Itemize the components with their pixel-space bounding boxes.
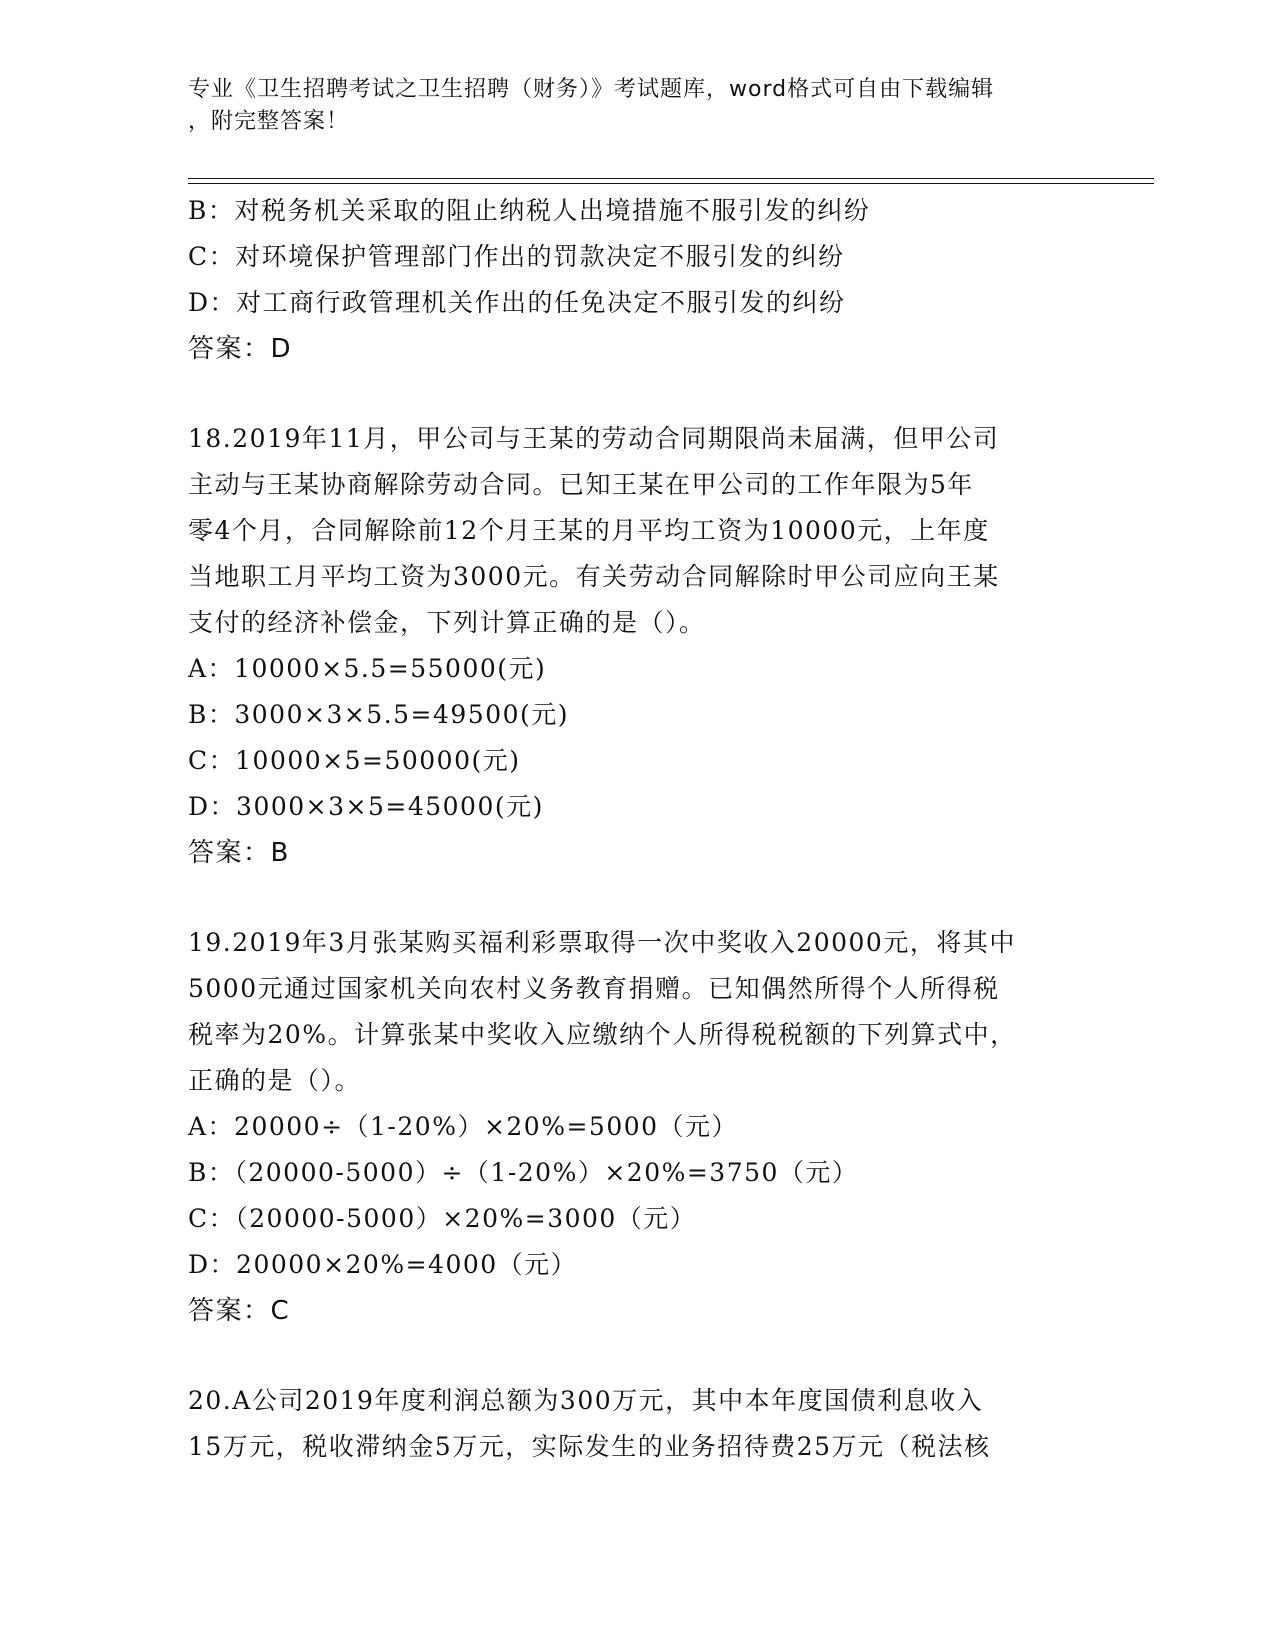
answer-label: 答案：D [188,334,293,364]
option-c: C：对环境保护管理部门作出的罚款决定不服引发的纠纷 [188,242,845,271]
question-content [188,188,1088,1470]
question-text-line: 20.A公司2019年度利润总额为300万元，其中本年度国债利息收入 [188,1386,984,1415]
document-header [188,74,1078,138]
option-b: B：对税务机关采取的阻止纳税人出境措施不服引发的纠纷 [188,196,871,225]
option-c: C：（20000-5000）×20%=3000（元） [188,1204,697,1233]
answer-label: 答案：C [188,1296,291,1326]
option-b: B：（20000-5000）÷（1-20%）×20%=3750（元） [188,1158,859,1187]
option-b: B：3000×3×5.5=49500(元) [188,700,570,729]
question-text-line: 支付的经济补偿金，下列计算正确的是（）。 [188,608,706,637]
option-c: C：10000×5=50000(元) [188,746,521,775]
question-text-line: 19.2019年3月张某购买福利彩票取得一次中奖收入20000元，将其中 [188,928,1016,957]
question-text-line: 主动与王某协商解除劳动合同。已知王某在甲公司的工作年限为5年 [188,470,974,499]
question-text-line: 5000元通过国家机关向农村义务教育捐赠。已知偶然所得个人所得税 [188,974,1000,1003]
option-d: D：3000×3×5=45000(元) [188,792,544,821]
option-a: A：10000×5.5=55000(元) [188,654,547,683]
question-19-block [188,920,1088,1334]
header-line-1: 专业《卫生招聘考试之卫生招聘（财务）》考试题库，word格式可自由下载编辑 [188,77,995,102]
header-line-2: ，附完整答案！ [188,109,350,134]
header-rule-top [188,178,1154,179]
question-text-line: 零4个月，合同解除前12个月王某的月平均工资为10000元，上年度 [188,516,990,545]
question-text-line: 15万元，税收滞纳金5万元，实际发生的业务招待费25万元（税法核 [188,1432,991,1461]
answer-label: 答案：B [188,838,290,868]
question-text-line: 税率为20%。计算张某中奖收入应缴纳个人所得税税额的下列算式中， [188,1020,1017,1049]
question-text-line: 当地职工月平均工资为3000元。有关劳动合同解除时甲公司应向王某 [188,562,1000,591]
question-18-block [188,416,1088,876]
header-rule-bottom [188,183,1154,184]
question-text-line: 正确的是（）。 [188,1066,362,1095]
question-20-block [188,1378,1088,1470]
option-d: D：20000×20%=4000（元） [188,1250,578,1279]
option-d: D：对工商行政管理机关作出的任免决定不服引发的纠纷 [188,288,846,317]
question-text-line: 18.2019年11月，甲公司与王某的劳动合同期限尚未届满，但甲公司 [188,424,1000,453]
option-a: A：20000÷（1-20%）×20%=5000（元） [188,1112,739,1141]
prev-question-block [188,188,1088,372]
